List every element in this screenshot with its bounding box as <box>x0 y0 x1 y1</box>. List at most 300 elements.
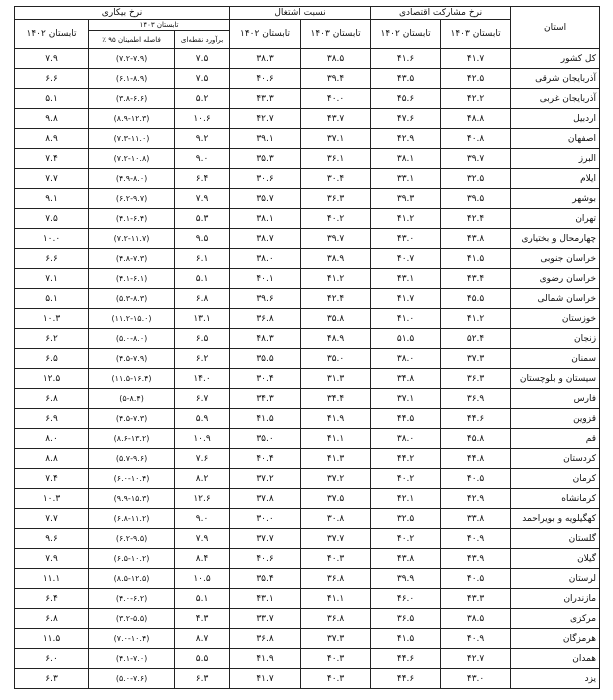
unemployment-estimate-cell: ۷.۵ <box>175 69 230 89</box>
employment-1403-cell: ۴۰.۲ <box>301 209 371 229</box>
province-cell: هرمزگان <box>511 629 600 649</box>
unemployment-ci-cell: (۶.۵-۱۰.۲) <box>89 549 175 569</box>
unemployment-1402-cell: ۶.۶ <box>15 249 89 269</box>
employment-1403-cell: ۳۷.۳ <box>301 629 371 649</box>
unemployment-estimate-cell: ۵.۱ <box>175 269 230 289</box>
employment-1402-cell: ۳۸.۷ <box>230 229 301 249</box>
table-row <box>15 609 600 629</box>
employment-1402-cell: ۳۸.۱ <box>230 209 301 229</box>
employment-1402-cell: ۳۳.۷ <box>230 609 301 629</box>
participation-1403-cell: ۴۱.۷ <box>441 49 511 69</box>
unemployment-estimate-cell: ۶.۵ <box>175 329 230 349</box>
participation-1403-cell: ۴۳.۰ <box>441 669 511 689</box>
participation-1402-cell: ۴۲.۹ <box>371 129 441 149</box>
employment-1403-cell: ۴۳.۷ <box>301 109 371 129</box>
participation-1403-cell: ۳۳.۸ <box>441 509 511 529</box>
employment-1403-cell: ۳۷.۵ <box>301 489 371 509</box>
participation-1402-cell: ۴۳.۵ <box>371 69 441 89</box>
employment-1403-cell: ۴۲.۴ <box>301 289 371 309</box>
table-row <box>15 429 600 449</box>
unemployment-1402-cell: ۱۱.۵ <box>15 629 89 649</box>
employment-1403-cell: ۴۱.۱ <box>301 589 371 609</box>
unemployment-1402-cell: ۷.۷ <box>15 509 89 529</box>
table-row <box>15 409 600 429</box>
participation-1403-cell: ۳۹.۵ <box>441 189 511 209</box>
table-row <box>15 129 600 149</box>
employment-1402-cell: ۳۹.۱ <box>230 129 301 149</box>
unemployment-1402-cell: ۶.۸ <box>15 609 89 629</box>
unemployment-estimate-cell: ۱۳.۱ <box>175 309 230 329</box>
unemployment-1402-cell: ۱۱.۱ <box>15 569 89 589</box>
participation-1403-cell: ۴۲.۵ <box>441 69 511 89</box>
table-row <box>15 629 600 649</box>
unemployment-1402-cell: ۵.۱ <box>15 289 89 309</box>
employment-1403-cell: ۴۱.۱ <box>301 429 371 449</box>
employment-1402-cell: ۴۸.۳ <box>230 329 301 349</box>
employment-1402-cell: ۳۵.۷ <box>230 189 301 209</box>
province-cell: گیلان <box>511 549 600 569</box>
participation-1402-cell: ۳۲.۵ <box>371 509 441 529</box>
unemployment-ci-cell: (۹.۹-۱۵.۳) <box>89 489 175 509</box>
employment-1403-cell: ۳۰.۴ <box>301 169 371 189</box>
participation-1402-cell: ۴۴.۶ <box>371 669 441 689</box>
province-cell: اردبیل <box>511 109 600 129</box>
employment-1402-cell: ۴۱.۹ <box>230 649 301 669</box>
participation-1402-cell: ۴۱.۷ <box>371 289 441 309</box>
participation-1403-cell: ۴۰.۹ <box>441 629 511 649</box>
unemployment-ci-cell: (۴.۹-۸.۰) <box>89 169 175 189</box>
unemployment-1402-cell: ۷.۹ <box>15 49 89 69</box>
unemployment-1402-cell: ۷.۷ <box>15 169 89 189</box>
table-row <box>15 189 600 209</box>
table-row <box>15 209 600 229</box>
unemployment-estimate-cell: ۸.۷ <box>175 629 230 649</box>
province-cell: کردستان <box>511 449 600 469</box>
province-cell: بوشهر <box>511 189 600 209</box>
unemployment-estimate-cell: ۶.۷ <box>175 389 230 409</box>
table-row <box>15 289 600 309</box>
participation-1402-cell: ۴۳.۱ <box>371 269 441 289</box>
participation-1403-cell: ۴۱.۵ <box>441 249 511 269</box>
employment-1403-cell: ۴۱.۳ <box>301 449 371 469</box>
province-cell: چهارمحال و بختیاری <box>511 229 600 249</box>
unemployment-ci-cell: (۸.۹-۱۲.۳) <box>89 109 175 129</box>
table-row <box>15 49 600 69</box>
province-cell: سیستان و بلوچستان <box>511 369 600 389</box>
employment-1403-cell: ۴۰.۳ <box>301 549 371 569</box>
unemployment-1402-header: تابستان ۱۴۰۲ <box>15 20 89 49</box>
unemployment-1403-header: تابستان ۱۴۰۳ <box>89 20 230 31</box>
table-row <box>15 309 600 329</box>
participation-1402-cell: ۴۶.۰ <box>371 589 441 609</box>
participation-1402-cell: ۴۱.۰ <box>371 309 441 329</box>
employment-1403-cell: ۳۸.۵ <box>301 49 371 69</box>
employment-1403-cell: ۳۷.۷ <box>301 529 371 549</box>
employment-1402-cell: ۳۷.۷ <box>230 529 301 549</box>
unemployment-1402-cell: ۶.۳ <box>15 669 89 689</box>
employment-1402-cell: ۳۰.۴ <box>230 369 301 389</box>
employment-1402-cell: ۳۸.۰ <box>230 249 301 269</box>
unemployment-estimate-cell: ۵.۲ <box>175 89 230 109</box>
unemployment-estimate-cell: ۶.۱ <box>175 249 230 269</box>
employment-1403-cell: ۳۶.۳ <box>301 189 371 209</box>
participation-1402-cell: ۴۴.۶ <box>371 649 441 669</box>
table-row <box>15 249 600 269</box>
unemployment-1402-cell: ۷.۴ <box>15 469 89 489</box>
participation-1403-cell: ۴۱.۲ <box>441 309 511 329</box>
provincial-labor-table <box>14 6 600 689</box>
participation-1403-cell: ۳۶.۳ <box>441 369 511 389</box>
employment-1403-cell: ۳۱.۳ <box>301 369 371 389</box>
table-row <box>15 589 600 609</box>
unemployment-ci-cell: (۴.۰-۶.۲) <box>89 589 175 609</box>
unemployment-1402-cell: ۸.۰ <box>15 429 89 449</box>
unemployment-estimate-cell: ۵.۹ <box>175 409 230 429</box>
employment-1402-cell: ۳۷.۸ <box>230 489 301 509</box>
participation-1403-cell: ۴۰.۸ <box>441 129 511 149</box>
unemployment-ci-cell: (۴.۱-۶.۱) <box>89 269 175 289</box>
point-estimate-header: برآورد نقطه‌ای <box>175 31 230 49</box>
table-row <box>15 549 600 569</box>
unemployment-ci-cell: (۶.۲-۹.۵) <box>89 529 175 549</box>
participation-1403-cell: ۴۲.۴ <box>441 209 511 229</box>
province-cell: خوزستان <box>511 309 600 329</box>
participation-1402-cell: ۴۳.۸ <box>371 549 441 569</box>
participation-1403-cell: ۴۴.۸ <box>441 449 511 469</box>
province-cell: خراسان شمالی <box>511 289 600 309</box>
table-row <box>15 469 600 489</box>
participation-1402-cell: ۴۲.۱ <box>371 489 441 509</box>
unemployment-estimate-cell: ۵.۱ <box>175 589 230 609</box>
employment-1402-cell: ۳۰.۰ <box>230 509 301 529</box>
employment-1403-cell: ۳۴.۴ <box>301 389 371 409</box>
unemployment-estimate-cell: ۹.۰ <box>175 509 230 529</box>
province-cell: همدان <box>511 649 600 669</box>
employment-1402-cell: ۴۰.۶ <box>230 549 301 569</box>
employment-1402-cell: ۴۰.۴ <box>230 449 301 469</box>
unemployment-estimate-cell: ۵.۳ <box>175 209 230 229</box>
participation-1403-cell: ۳۹.۷ <box>441 149 511 169</box>
employment-1403-cell: ۳۸.۹ <box>301 249 371 269</box>
participation-1402-cell: ۴۱.۲ <box>371 209 441 229</box>
table-row <box>15 149 600 169</box>
employment-1403-cell: ۳۹.۷ <box>301 229 371 249</box>
unemployment-ci-cell: (۴.۵-۷.۹) <box>89 349 175 369</box>
province-cell: قزوین <box>511 409 600 429</box>
province-cell: ایلام <box>511 169 600 189</box>
participation-1402-header: تابستان ۱۴۰۲ <box>371 20 441 49</box>
unemployment-ci-cell: (۵.۷-۹.۶) <box>89 449 175 469</box>
participation-1403-cell: ۵۲.۴ <box>441 329 511 349</box>
province-cell: خراسان جنوبی <box>511 249 600 269</box>
participation-1402-cell: ۳۷.۱ <box>371 389 441 409</box>
table-row <box>15 389 600 409</box>
unemployment-estimate-cell: ۷.۶ <box>175 449 230 469</box>
participation-1403-cell: ۴۳.۹ <box>441 549 511 569</box>
unemployment-1402-cell: ۱۲.۵ <box>15 369 89 389</box>
unemployment-header: نرخ بیکاری <box>15 7 230 20</box>
unemployment-1402-cell: ۱۰.۰ <box>15 229 89 249</box>
unemployment-ci-cell: (۴.۸-۷.۳) <box>89 249 175 269</box>
unemployment-estimate-cell: ۱۰.۶ <box>175 109 230 129</box>
unemployment-1402-cell: ۹.۸ <box>15 109 89 129</box>
participation-1403-cell: ۴۰.۵ <box>441 469 511 489</box>
unemployment-estimate-cell: ۹.۰ <box>175 149 230 169</box>
participation-1402-cell: ۴۰.۷ <box>371 249 441 269</box>
province-cell: آذربایجان شرقی <box>511 69 600 89</box>
employment-1403-cell: ۴۰.۳ <box>301 649 371 669</box>
unemployment-1402-cell: ۹.۶ <box>15 529 89 549</box>
unemployment-1402-cell: ۶.۰ <box>15 649 89 669</box>
employment-1402-cell: ۴۳.۳ <box>230 89 301 109</box>
employment-1402-cell: ۴۱.۷ <box>230 669 301 689</box>
unemployment-ci-cell: (۷.۰-۱۰.۴) <box>89 629 175 649</box>
employment-1403-header: تابستان ۱۴۰۳ <box>301 20 371 49</box>
unemployment-1402-cell: ۸.۸ <box>15 449 89 469</box>
employment-1403-cell: ۴۸.۹ <box>301 329 371 349</box>
province-cell: آذربایجان غربی <box>511 89 600 109</box>
employment-1402-cell: ۳۵.۳ <box>230 149 301 169</box>
unemployment-estimate-cell: ۱۲.۶ <box>175 489 230 509</box>
unemployment-estimate-cell: ۶.۳ <box>175 669 230 689</box>
table-row <box>15 349 600 369</box>
unemployment-estimate-cell: ۷.۵ <box>175 49 230 69</box>
table-row <box>15 169 600 189</box>
participation-1403-cell: ۳۶.۹ <box>441 389 511 409</box>
unemployment-1402-cell: ۷.۵ <box>15 209 89 229</box>
participation-1402-cell: ۵۱.۵ <box>371 329 441 349</box>
unemployment-estimate-cell: ۱۴.۰ <box>175 369 230 389</box>
employment-1402-cell: ۳۶.۸ <box>230 629 301 649</box>
province-cell: قم <box>511 429 600 449</box>
participation-1402-cell: ۴۱.۵ <box>371 629 441 649</box>
province-cell: کل کشور <box>511 49 600 69</box>
unemployment-ci-cell: (۶.۰-۱۰.۴) <box>89 469 175 489</box>
unemployment-1402-cell: ۹.۱ <box>15 189 89 209</box>
unemployment-ci-cell: (۶.۱-۸.۹) <box>89 69 175 89</box>
participation-1403-cell: ۴۵.۵ <box>441 289 511 309</box>
participation-1402-cell: ۴۱.۶ <box>371 49 441 69</box>
province-cell: کرمان <box>511 469 600 489</box>
province-cell: زنجان <box>511 329 600 349</box>
unemployment-estimate-cell: ۶.۴ <box>175 169 230 189</box>
unemployment-estimate-cell: ۶.۲ <box>175 349 230 369</box>
employment-1402-header: تابستان ۱۴۰۲ <box>230 20 301 49</box>
employment-1402-cell: ۴۳.۱ <box>230 589 301 609</box>
participation-1403-cell: ۴۳.۴ <box>441 269 511 289</box>
unemployment-1402-cell: ۸.۹ <box>15 129 89 149</box>
unemployment-ci-cell: (۷.۲-۱۰.۸) <box>89 149 175 169</box>
unemployment-ci-cell: (۶.۸-۱۱.۲) <box>89 509 175 529</box>
province-cell: یزد <box>511 669 600 689</box>
employment-1403-cell: ۳۶.۱ <box>301 149 371 169</box>
province-cell: فارس <box>511 389 600 409</box>
table-row <box>15 489 600 509</box>
employment-1402-cell: ۳۹.۶ <box>230 289 301 309</box>
unemployment-1402-cell: ۷.۴ <box>15 149 89 169</box>
employment-1403-cell: ۳۰.۸ <box>301 509 371 529</box>
table-row <box>15 669 600 689</box>
participation-1402-cell: ۴۴.۵ <box>371 409 441 429</box>
unemployment-ci-cell: (۵-۸.۴) <box>89 389 175 409</box>
confidence-interval-header: فاصله اطمینان ۹۵ ٪ <box>89 31 175 49</box>
unemployment-ci-cell: (۷.۲-۷.۹) <box>89 49 175 69</box>
unemployment-estimate-cell: ۱۰.۹ <box>175 429 230 449</box>
participation-1402-cell: ۳۶.۵ <box>371 609 441 629</box>
table-row <box>15 69 600 89</box>
participation-header: نرخ مشارکت اقتصادی <box>371 7 511 20</box>
employment-1403-cell: ۳۷.۲ <box>301 469 371 489</box>
unemployment-1402-cell: ۷.۱ <box>15 269 89 289</box>
unemployment-estimate-cell: ۹.۵ <box>175 229 230 249</box>
unemployment-estimate-cell: ۴.۳ <box>175 609 230 629</box>
unemployment-ci-cell: (۱۱.۵-۱۶.۴) <box>89 369 175 389</box>
table-row <box>15 329 600 349</box>
participation-1402-cell: ۴۰.۲ <box>371 469 441 489</box>
unemployment-1402-cell: ۶.۵ <box>15 349 89 369</box>
table-row <box>15 229 600 249</box>
participation-1403-cell: ۴۴.۶ <box>441 409 511 429</box>
unemployment-ci-cell: (۳.۸-۶.۶) <box>89 89 175 109</box>
employment-1402-cell: ۴۰.۱ <box>230 269 301 289</box>
employment-1402-cell: ۳۴.۳ <box>230 389 301 409</box>
participation-1403-cell: ۴۸.۸ <box>441 109 511 129</box>
participation-1403-cell: ۴۰.۵ <box>441 569 511 589</box>
province-cell: اصفهان <box>511 129 600 149</box>
employment-1403-cell: ۴۱.۹ <box>301 409 371 429</box>
unemployment-estimate-cell: ۸.۲ <box>175 469 230 489</box>
participation-1403-cell: ۴۰.۹ <box>441 529 511 549</box>
unemployment-ci-cell: (۵.۰-۸.۰) <box>89 329 175 349</box>
table-row <box>15 649 600 669</box>
unemployment-estimate-cell: ۱۰.۵ <box>175 569 230 589</box>
participation-1403-cell: ۴۳.۳ <box>441 589 511 609</box>
participation-1403-cell: ۴۵.۸ <box>441 429 511 449</box>
participation-1403-cell: ۴۲.۷ <box>441 649 511 669</box>
unemployment-ci-cell: (۵.۳-۸.۳) <box>89 289 175 309</box>
unemployment-estimate-cell: ۷.۹ <box>175 189 230 209</box>
unemployment-1402-cell: ۶.۶ <box>15 69 89 89</box>
unemployment-ci-cell: (۶.۲-۹.۷) <box>89 189 175 209</box>
unemployment-1402-cell: ۱۰.۳ <box>15 309 89 329</box>
participation-1403-cell: ۳۷.۳ <box>441 349 511 369</box>
unemployment-1402-cell: ۱۰.۳ <box>15 489 89 509</box>
province-cell: سمنان <box>511 349 600 369</box>
unemployment-ci-cell: (۴.۱-۶.۴) <box>89 209 175 229</box>
unemployment-1402-cell: ۶.۲ <box>15 329 89 349</box>
employment-1402-cell: ۳۶.۸ <box>230 309 301 329</box>
unemployment-ci-cell: (۷.۳-۱۱.۰) <box>89 129 175 149</box>
employment-1402-cell: ۴۱.۵ <box>230 409 301 429</box>
unemployment-1402-cell: ۷.۹ <box>15 549 89 569</box>
unemployment-estimate-cell: ۶.۸ <box>175 289 230 309</box>
employment-1402-cell: ۳۸.۳ <box>230 49 301 69</box>
unemployment-ci-cell: (۷.۲-۱۱.۷) <box>89 229 175 249</box>
participation-1402-cell: ۳۹.۳ <box>371 189 441 209</box>
unemployment-ci-cell: (۸.۵-۱۲.۵) <box>89 569 175 589</box>
unemployment-ci-cell: (۳.۲-۵.۵) <box>89 609 175 629</box>
province-cell: مرکزی <box>511 609 600 629</box>
province-cell: کرمانشاه <box>511 489 600 509</box>
employment-header: نسبت اشتغال <box>230 7 371 20</box>
province-cell: لرستان <box>511 569 600 589</box>
province-cell: البرز <box>511 149 600 169</box>
participation-1402-cell: ۴۳.۰ <box>371 229 441 249</box>
participation-1403-cell: ۴۲.۹ <box>441 489 511 509</box>
province-cell: تهران <box>511 209 600 229</box>
participation-1402-cell: ۴۷.۶ <box>371 109 441 129</box>
participation-1402-cell: ۳۸.۱ <box>371 149 441 169</box>
employment-1403-cell: ۳۷.۱ <box>301 129 371 149</box>
participation-1402-cell: ۳۹.۹ <box>371 569 441 589</box>
table-row <box>15 269 600 289</box>
employment-1403-cell: ۳۶.۸ <box>301 569 371 589</box>
employment-1402-cell: ۴۰.۶ <box>230 69 301 89</box>
participation-1402-cell: ۴۵.۶ <box>371 89 441 109</box>
employment-1402-cell: ۳۵.۵ <box>230 349 301 369</box>
province-cell: کهگیلویه و بویراحمد <box>511 509 600 529</box>
employment-1403-cell: ۳۹.۴ <box>301 69 371 89</box>
table-row <box>15 569 600 589</box>
table-row <box>15 529 600 549</box>
province-cell: خراسان رضوی <box>511 269 600 289</box>
table-row <box>15 369 600 389</box>
employment-1403-cell: ۴۰.۳ <box>301 669 371 689</box>
participation-1402-cell: ۳۸.۰ <box>371 429 441 449</box>
employment-1403-cell: ۴۰.۰ <box>301 89 371 109</box>
unemployment-ci-cell: (۴.۵-۷.۳) <box>89 409 175 429</box>
table-row <box>15 109 600 129</box>
unemployment-estimate-cell: ۵.۵ <box>175 649 230 669</box>
unemployment-ci-cell: (۵.۰-۷.۶) <box>89 669 175 689</box>
participation-1402-cell: ۳۸.۰ <box>371 349 441 369</box>
employment-1403-cell: ۳۵.۸ <box>301 309 371 329</box>
employment-1402-cell: ۴۲.۷ <box>230 109 301 129</box>
unemployment-ci-cell: (۴.۱-۷.۰) <box>89 649 175 669</box>
unemployment-1402-cell: ۶.۹ <box>15 409 89 429</box>
unemployment-1402-cell: ۶.۴ <box>15 589 89 609</box>
participation-1403-header: تابستان ۱۴۰۳ <box>441 20 511 49</box>
participation-1402-cell: ۳۳.۱ <box>371 169 441 189</box>
unemployment-1402-cell: ۶.۸ <box>15 389 89 409</box>
participation-1403-cell: ۳۸.۵ <box>441 609 511 629</box>
employment-1402-cell: ۳۵.۰ <box>230 429 301 449</box>
unemployment-estimate-cell: ۷.۹ <box>175 529 230 549</box>
employment-1402-cell: ۳۷.۲ <box>230 469 301 489</box>
unemployment-estimate-cell: ۹.۲ <box>175 129 230 149</box>
unemployment-estimate-cell: ۸.۴ <box>175 549 230 569</box>
unemployment-ci-cell: (۱۱.۲-۱۵.۰) <box>89 309 175 329</box>
employment-1403-cell: ۴۱.۲ <box>301 269 371 289</box>
employment-1402-cell: ۳۰.۶ <box>230 169 301 189</box>
participation-1403-cell: ۳۲.۵ <box>441 169 511 189</box>
unemployment-ci-cell: (۸.۶-۱۳.۲) <box>89 429 175 449</box>
province-cell: مازندران <box>511 589 600 609</box>
participation-1402-cell: ۳۴.۸ <box>371 369 441 389</box>
participation-1402-cell: ۴۴.۲ <box>371 449 441 469</box>
employment-1403-cell: ۳۶.۸ <box>301 609 371 629</box>
table-row <box>15 509 600 529</box>
participation-1403-cell: ۴۳.۸ <box>441 229 511 249</box>
table-row <box>15 89 600 109</box>
unemployment-1402-cell: ۵.۱ <box>15 89 89 109</box>
table-body <box>15 49 600 689</box>
table-row <box>15 449 600 469</box>
employment-1402-cell: ۳۵.۴ <box>230 569 301 589</box>
province-cell: گلستان <box>511 529 600 549</box>
province-header: استان <box>511 7 600 49</box>
participation-1402-cell: ۴۰.۲ <box>371 529 441 549</box>
